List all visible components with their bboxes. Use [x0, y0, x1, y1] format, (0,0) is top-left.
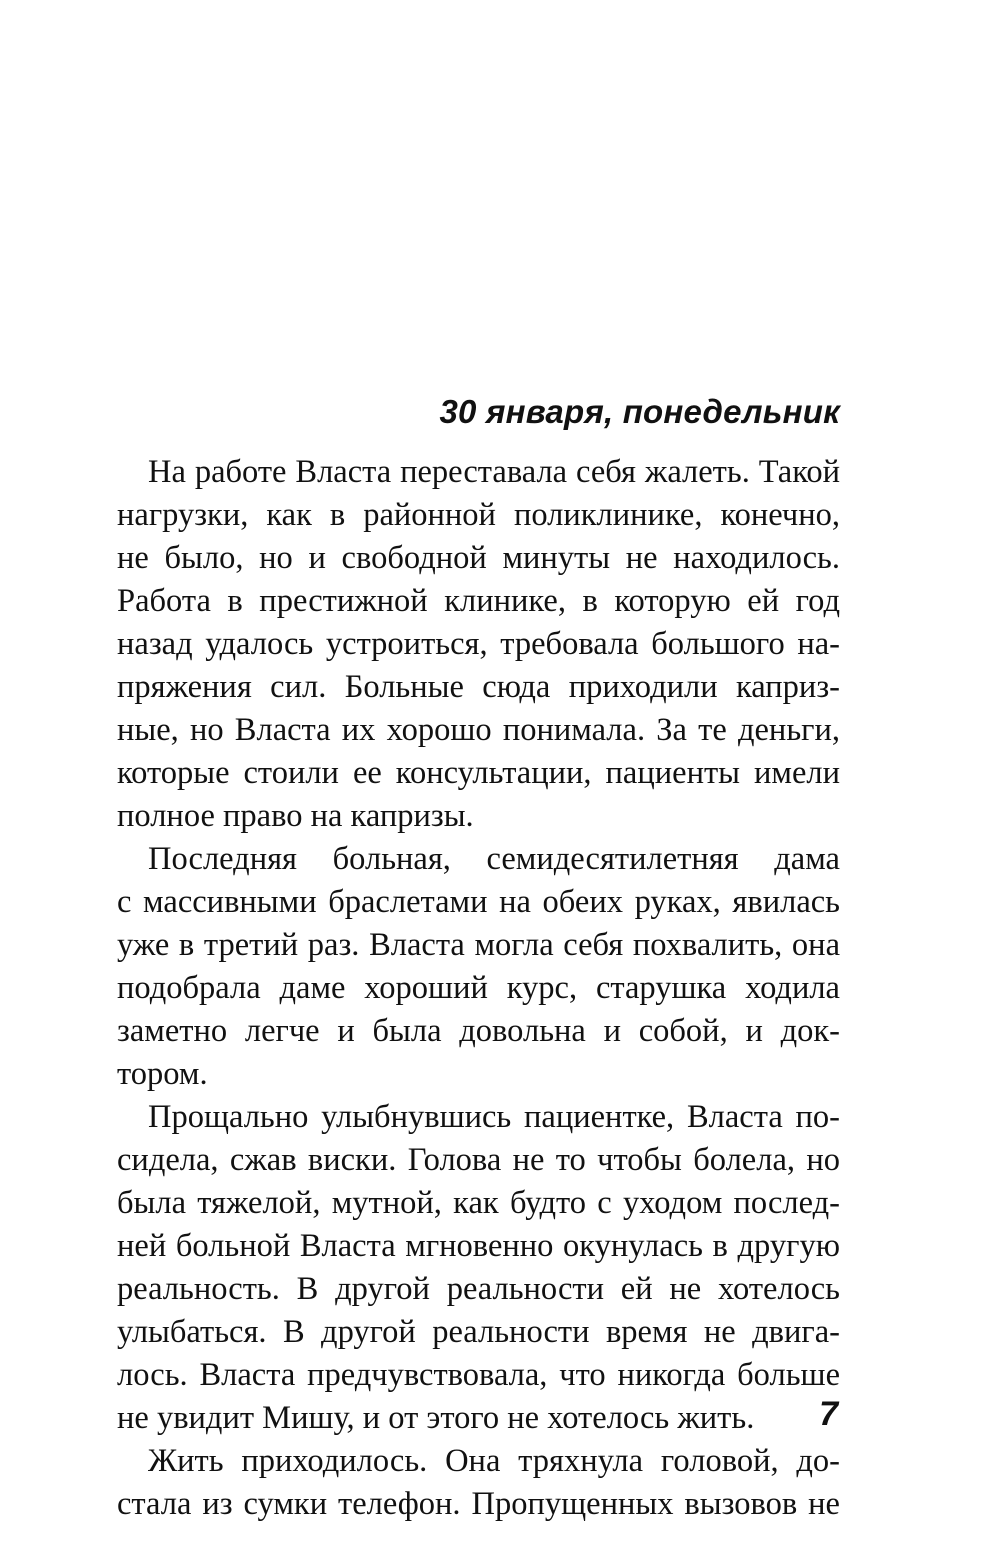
page-number: 7 [819, 1395, 838, 1433]
text-line: уже в третий раз. Власта могла себя похвалить, она [117, 927, 840, 963]
text-line: На работе Власта переставала себя жалеть. Такой [148, 454, 840, 490]
text-line: лось. Власта предчувствовала, что никогда больше [117, 1357, 840, 1393]
text-line: с массивными браслетами на обеих руках, явилась [117, 884, 840, 920]
text-line: Жить приходилось. Она тряхнула головой, до- [148, 1443, 840, 1479]
text-line: сидела, сжав виски. Голова не то чтобы болела, но [117, 1142, 840, 1178]
text-line: тором. [117, 1056, 208, 1092]
chapter-heading: 30 января, понедельник [439, 393, 840, 430]
text-line: подобрала даме хороший курс, старушка ходила [117, 970, 840, 1006]
text-line: назад удалось устроиться, требовала большого на- [117, 626, 840, 662]
text-line: Последняя больная, семидесятилетняя дама [148, 841, 840, 877]
text-line: нагрузки, как в районной поликлинике, конечно, [117, 497, 840, 533]
text-line: ней больной Власта мгновенно окунулась в другую [117, 1228, 840, 1264]
text-line: полное право на капризы. [117, 798, 474, 834]
text-line: которые стоили ее консультации, пациенты имели [117, 755, 840, 791]
text-line: улыбаться. В другой реальности время не двига- [117, 1314, 840, 1350]
text-line: не было, но и свободной минуты не находилось. [117, 540, 840, 576]
text-line: ные, но Власта их хорошо понимала. За те деньги, [117, 712, 840, 748]
text-line: не увидит Мишу, и от этого не хотелось жить. [117, 1400, 755, 1436]
text-line: пряжения сил. Больные сюда приходили каприз- [117, 669, 840, 705]
text-line: Работа в престижной клинике, в которую ей год [117, 583, 840, 619]
text-line: была тяжелой, мутной, как будто с уходом послед- [117, 1185, 840, 1221]
text-line: реальность. В другой реальности ей не хотелось [117, 1271, 840, 1307]
text-line: Прощально улыбнувшись пациентке, Власта по- [148, 1099, 840, 1135]
text-line: стала из сумки телефон. Пропущенных вызовов не [117, 1486, 840, 1522]
text-line: заметно легче и была довольна и собой, и док- [117, 1013, 840, 1049]
